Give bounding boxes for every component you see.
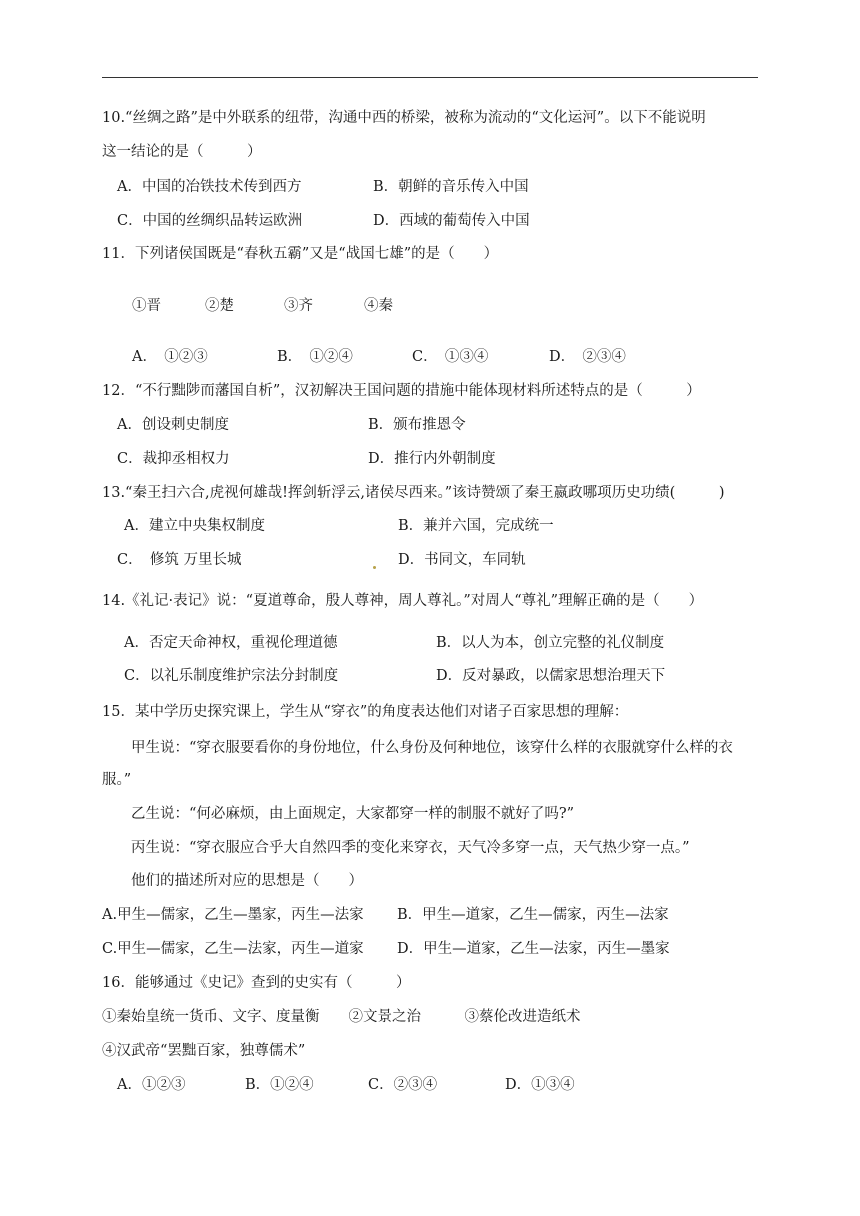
q16-option-b: B．①②④ xyxy=(245,1077,314,1093)
q15-option-d: D．甲生—道家，乙生—法家，丙生—墨家 xyxy=(397,941,670,957)
q16-items-line-2: ④汉武帝“罢黜百家，独尊儒术” xyxy=(102,1043,306,1059)
q12-option-b: B．颁布推恩令 xyxy=(368,417,466,433)
q10-option-c: C．中国的丝绸织品转运欧洲 xyxy=(117,213,303,229)
q15-yi-line: 乙生说：“何必麻烦，由上面规定，大家都穿一样的制服不就好了吗?” xyxy=(131,806,575,822)
q11-option-c: C． ①③④ xyxy=(412,349,489,365)
q13-option-a: A．建立中央集权制度 xyxy=(124,518,265,534)
q12-option-c: C．裁抑丞相权力 xyxy=(117,451,230,467)
q14-stem: 14.《礼记·表记》说：“夏道尊命，殷人尊神，周人尊礼。”对周人“尊礼”理解正确的是（ ） xyxy=(102,593,704,609)
header-rule xyxy=(102,77,758,78)
q16-option-a: A．①②③ xyxy=(117,1077,186,1093)
stray-dot-mark xyxy=(373,566,376,569)
q10-option-a: A．中国的冶铁技术传到西方 xyxy=(117,179,302,195)
q15-jia-line-1: 甲生说：“穿衣服要看你的身份地位，什么身份及何种地位，该穿什么样的衣服就穿什么样的衣 xyxy=(131,740,733,756)
q15-option-a: A.甲生—儒家，乙生—墨家，丙生—法家 xyxy=(102,907,364,923)
q13-option-b: B．兼并六国，完成统一 xyxy=(398,518,554,534)
q14-option-b: B．以人为本，创立完整的礼仪制度 xyxy=(436,635,665,651)
q11-option-d: D． ②③④ xyxy=(549,349,626,365)
q15-option-c: C.甲生—儒家，乙生—法家，丙生—道家 xyxy=(102,941,364,957)
q12-option-a: A．创设刺史制度 xyxy=(117,417,229,433)
q11-item-1: ①晋 xyxy=(132,298,161,314)
q13-stem: 13.“秦王扫六合,虎视何雄哉!挥剑斩浮云,诸侯尽西来。”该诗赞颂了秦王嬴政哪项历史功绩( ) xyxy=(102,485,725,501)
q14-option-c: C．以礼乐制度维护宗法分封制度 xyxy=(124,668,339,684)
q15-bing-line: 丙生说：“穿衣服应合乎大自然四季的变化来穿衣，天气冷多穿一点，天气热少穿一点。” xyxy=(131,840,690,856)
q16-option-c: C．②③④ xyxy=(368,1077,438,1093)
q10-option-d: D．西域的葡萄传入中国 xyxy=(373,213,530,229)
q12-option-d: D．推行内外朝制度 xyxy=(368,451,496,467)
q13-option-c: C． 修筑 万里长城 xyxy=(117,552,242,568)
q15-option-b: B．甲生—道家，乙生—儒家，丙生—法家 xyxy=(397,907,669,923)
q10-stem-line-2: 这一结论的是（ ） xyxy=(102,144,262,160)
q11-stem: 11．下列诸侯国既是“春秋五霸”又是“战国七雄”的是（ ） xyxy=(102,246,499,262)
q16-items-line-1: ①秦始皇统一货币、文字、度量衡 ②文景之治 ③蔡伦改进造纸术 xyxy=(102,1009,581,1025)
q15-question: 他们的描述所对应的思想是（ ） xyxy=(131,873,363,889)
q16-stem: 16．能够通过《史记》查到的史实有（ ） xyxy=(102,975,411,991)
q11-item-3: ③齐 xyxy=(284,298,313,314)
q12-stem: 12．“不行黜陟而藩国自析”，汉初解决王国问题的措施中能体现材料所述特点的是（ ） xyxy=(102,383,701,399)
q11-item-2: ②楚 xyxy=(205,298,234,314)
q11-item-4: ④秦 xyxy=(364,298,393,314)
q15-jia-line-2: 服。” xyxy=(102,772,132,788)
q11-option-a: A． ①②③ xyxy=(132,349,208,365)
q10-option-b: B．朝鲜的音乐传入中国 xyxy=(373,179,529,195)
q13-option-d: D．书同文，车同轨 xyxy=(398,552,526,568)
q16-option-d: D．①③④ xyxy=(505,1077,575,1093)
q14-option-a: A．否定天命神权，重视伦理道德 xyxy=(124,635,338,651)
q14-option-d: D．反对暴政，以儒家思想治理天下 xyxy=(436,668,666,684)
q10-stem-line-1: 10.“丝绸之路”是中外联系的纽带，沟通中西的桥梁，被称为流动的“文化运河”。以下不能说明 xyxy=(102,110,706,126)
q15-stem: 15．某中学历史探究课上，学生从“穿衣”的角度表达他们对诸子百家思想的理解： xyxy=(102,704,629,720)
q11-option-b: B． ①②④ xyxy=(277,349,353,365)
